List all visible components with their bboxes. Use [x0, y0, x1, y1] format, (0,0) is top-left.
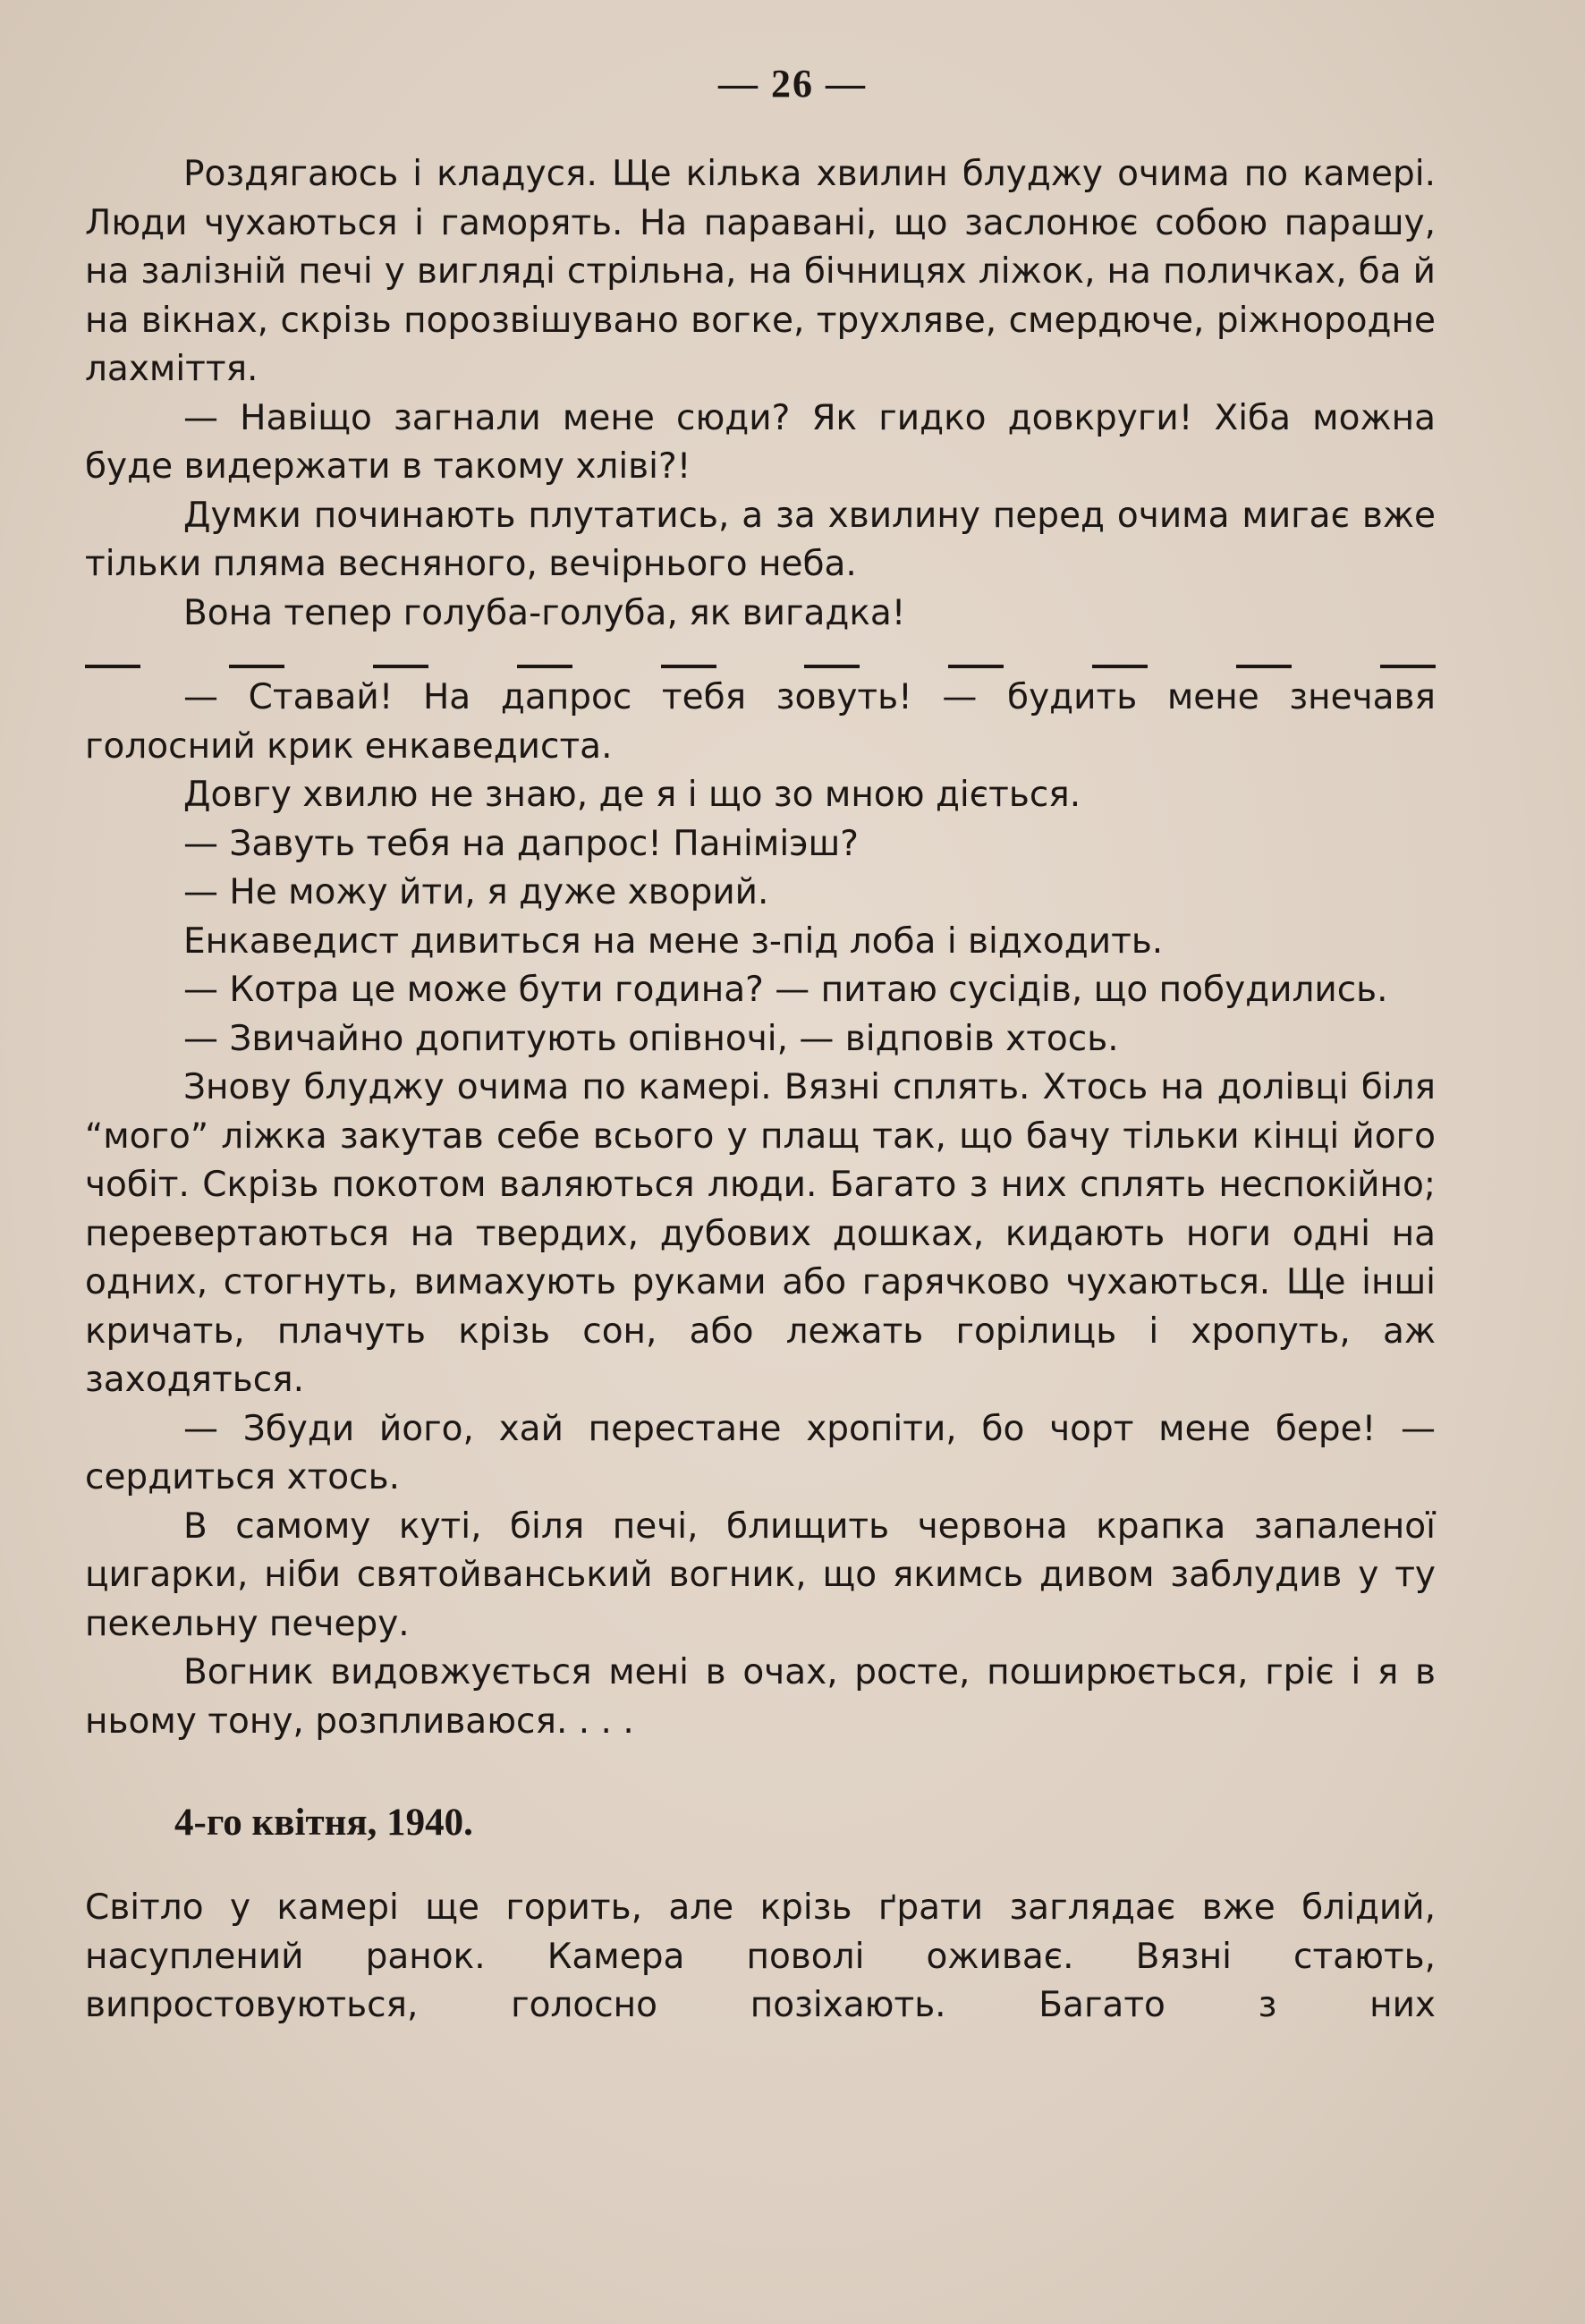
paragraph: Думки починають плутатись, а за хвилину перед очима мигає вже тільки пляма весняного, вечірнього неба.: [85, 495, 1436, 584]
dash: [804, 665, 860, 668]
paragraph: — Завуть тебя на дапрос! Паніміэш?: [183, 823, 859, 864]
paragraph: — Звичайно допитують опівночі, — відповів хтось.: [183, 1018, 1119, 1059]
section-break-dashes: [85, 641, 1436, 668]
dash: [373, 665, 428, 668]
paragraph: Знову блуджу очима по камері. Вязні сплять. Хтось на долівці біля “мого” ліжка закутав себе всього у плащ так, що бачу тільки кінці його чобіт. Скрізь покотом валяються люди. Багато з них сплять неспокійно; перевертаються на твердих, дубових дошках, кидають ноги одні на одних, стогнуть, вимахують руками або гарячково чухаються. Ще інші кричать, плачуть крізь сон, або лежать горілиць і хропуть, аж заходяться.: [85, 1067, 1436, 1400]
paragraph: В самому куті, біля печі, блищить червона крапка запаленої цигарки, ніби святойванський вогник, що якимсь дивом заблудив у ту пекельну печеру.: [85, 1506, 1436, 1644]
paragraph: Вогник видовжується мені в очах, росте, поширюється, гріє і я в ньому тону, розпливаюся. . . .: [85, 1652, 1436, 1742]
paragraph: Довгу хвилю не знаю, де я і що зо мною діється.: [183, 775, 1081, 815]
paragraph: Світло у камері ще горить, але крізь ґрати заглядає вже блідий, насуплений ранок. Камера поволі оживає. Вязні стають, випростовуються, голосно позіхають. Багато з них: [85, 1887, 1436, 2025]
paragraph: Роздягаюсь і кладуся. Ще кілька хвилин блуджу очима по камері. Люди чухаються і гаморять. На паравані, що заслонює собою парашу, на залізній печі у вигляді стрільна, на бічницях ліжок, на поличках, ба й на вікнах, скрізь порозвішувано вогке, трухляве, смердюче, ріжнородне лахміття.: [85, 154, 1436, 389]
section-date-heading: 4-го квітня, 1940.: [174, 1802, 473, 1844]
paragraph: Вона тепер голуба-голуба, як вигадка!: [183, 592, 906, 633]
dash: [661, 665, 716, 668]
dash: [948, 665, 1004, 668]
dash: [85, 665, 140, 668]
dash: [1236, 665, 1292, 668]
page-number: — 26 —: [718, 62, 867, 106]
body-text: [85, 150, 1436, 2031]
paragraph: Енкаведист дивиться на мене з-під лоба і відходить.: [183, 920, 1164, 962]
dash: [1092, 665, 1148, 668]
dash: [1380, 665, 1436, 668]
paragraph: — Навіщо загнали мене сюди? Як гидко довкруги! Хіба можна буде видержати в такому хліві?!: [85, 397, 1436, 487]
dash: [229, 665, 284, 668]
paragraph: — Не можу йти, я дуже хворий.: [183, 872, 769, 912]
paragraph: — Ставай! На дапрос тебя зовуть! — будить мене знечавя голосний крик енкаведиста.: [85, 677, 1436, 767]
dash: [517, 665, 572, 668]
paragraph: — Котра це може бути година? — питаю сусідів, що побудились.: [183, 970, 1388, 1010]
paragraph: — Збуди його, хай перестане хропіти, бо чорт мене бере! — сердиться хтось.: [85, 1408, 1436, 1497]
